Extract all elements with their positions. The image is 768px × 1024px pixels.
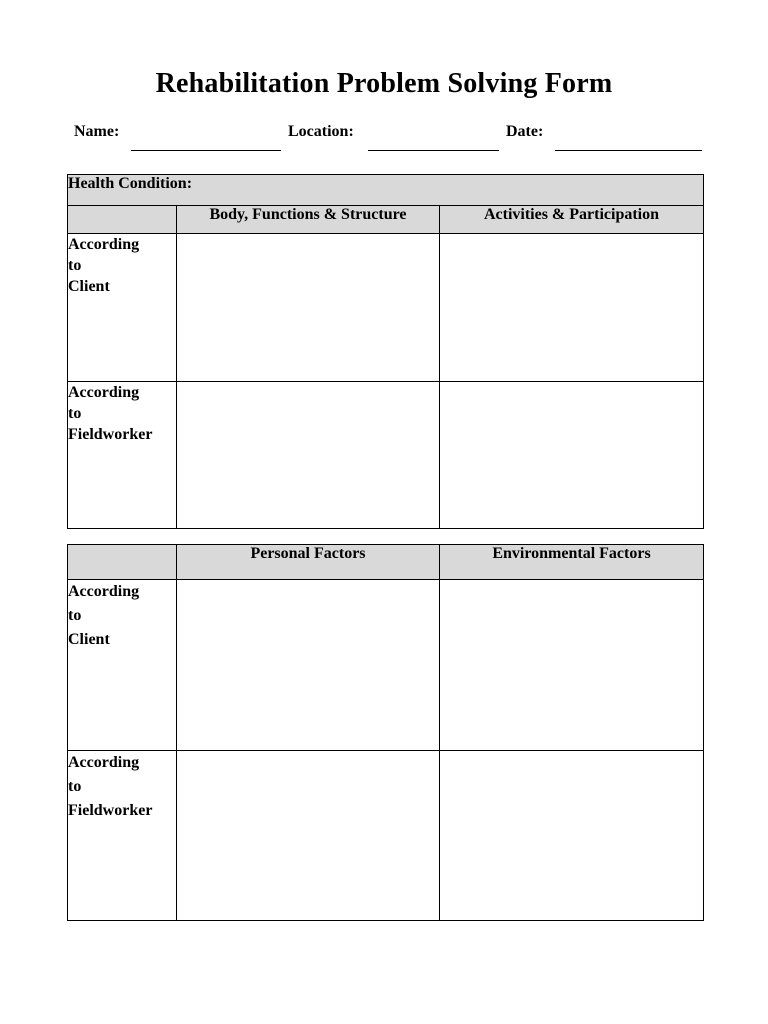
client-environmental-factors-cell[interactable]: [440, 580, 704, 751]
client-body-functions-cell[interactable]: [177, 234, 440, 382]
fieldworker-environmental-factors-cell[interactable]: [440, 751, 704, 921]
column-header-environmental-factors: Environmental Factors: [440, 545, 704, 580]
fieldworker-activities-cell[interactable]: [440, 382, 704, 529]
column-header-body-functions: Body, Functions & Structure: [177, 206, 440, 234]
row-label-line: According: [68, 384, 140, 401]
name-field[interactable]: [131, 150, 281, 151]
row-label-fieldworker: [68, 382, 177, 529]
column-header-personal-factors: Personal Factors: [177, 545, 440, 580]
row-label-line: to: [68, 607, 82, 624]
factors-table: [67, 544, 704, 921]
row-label-line: According: [68, 583, 140, 600]
health-condition-label: Health Condition:: [68, 175, 193, 192]
header-blank-cell: [68, 206, 177, 234]
row-label-client: [68, 234, 177, 382]
row-label-line: Client: [68, 278, 110, 295]
row-label-line: According: [68, 236, 140, 253]
fieldworker-personal-factors-cell[interactable]: [177, 751, 440, 921]
row-label-line: Fieldworker: [68, 426, 153, 443]
date-field[interactable]: [555, 150, 702, 151]
row-label-line: Client: [68, 631, 110, 648]
client-activities-cell[interactable]: [440, 234, 704, 382]
name-label: Name:: [74, 123, 120, 140]
row-label-line: to: [68, 778, 82, 795]
column-header-activities: Activities & Participation: [440, 206, 704, 234]
location-field[interactable]: [368, 150, 499, 151]
form-title: Rehabilitation Problem Solving Form: [155, 68, 613, 99]
row-label-line: to: [68, 257, 82, 274]
date-label: Date:: [506, 123, 544, 140]
health-condition-field[interactable]: [68, 175, 704, 206]
row-label-line: Fieldworker: [68, 802, 153, 819]
location-label: Location:: [288, 123, 354, 140]
client-personal-factors-cell[interactable]: [177, 580, 440, 751]
health-condition-table: [67, 174, 704, 529]
header-blank-cell: [68, 545, 177, 580]
row-label-fieldworker: [68, 751, 177, 921]
row-label-line: to: [68, 405, 82, 422]
row-label-line: According: [68, 754, 140, 771]
fieldworker-body-functions-cell[interactable]: [177, 382, 440, 529]
row-label-client: [68, 580, 177, 751]
